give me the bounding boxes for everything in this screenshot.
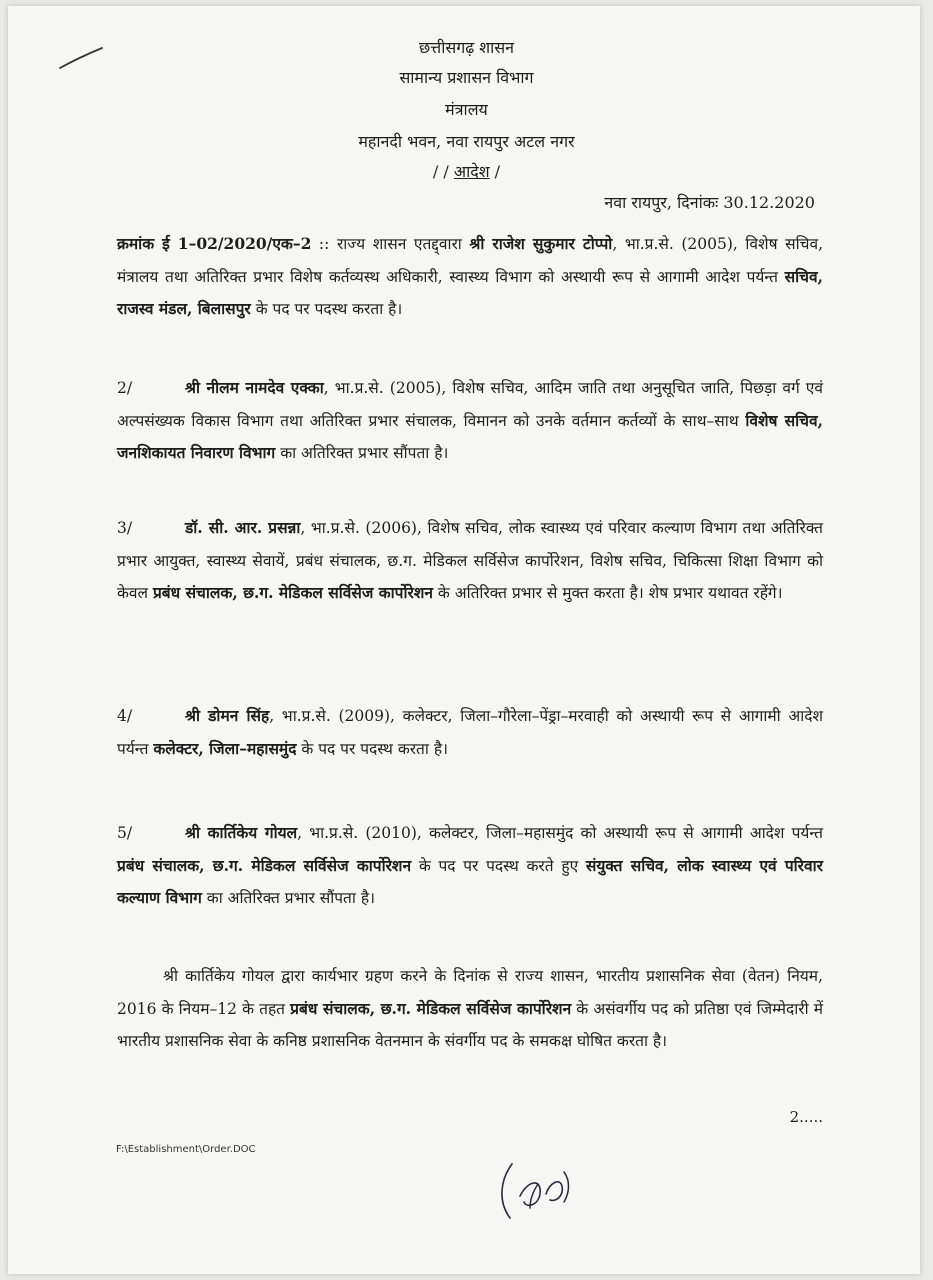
paragraph-number: 2/ xyxy=(117,379,133,397)
paragraph-6: श्री कार्तिकेय गोयल द्वारा कार्यभार ग्रहण करने के दिनांक से राज्य शासन, भारतीय प्रशासनिक सेवा (वेतन) नियम, 2016 के नियम–12 के तहत प्रबंध संचालक, छ.ग. मेडिकल सर्विसेज कार्पोरेशन के असंवर्गीय पद को प्रतिष्ठा एवं जिम्मेदारी में भारतीय प्रशासनिक सेवा के कनिष्ठ प्रशासनिक वेतनमान के संवर्गीय पद के समकक्ष घोषित करता है। xyxy=(117,967,824,1050)
paragraph-3: 3/ डॉ. सी. आर. प्रसन्ना, भा.प्र.से. (2006), विशेष सचिव, लोक स्वास्थ्य एवं परिवार कल्याण विभाग तथा अतिरिक्त प्रभार आयुक्त, स्वास्थ्य सेवायें, प्रबंध संचालक, छ.ग. मेडिकल सर्विसेज कार्पोरेशन, विशेष सचिव, चिकित्सा शिक्षा विभाग को केवल प्रबंध संचालक, छ.ग. मेडिकल सर्विसेज कार्पोरेशन के अतिरिक्त प्रभार से मुक्त करता है। शेष प्रभार यथावत रहेंगे। xyxy=(117,512,823,610)
file-path: F:\Establishment\Order.DOC xyxy=(116,1144,256,1155)
header-address: महानदी भवन, नवा रायपुर अटल नगर xyxy=(358,132,575,151)
header-department: सामान्य प्रशासन विभाग xyxy=(399,68,534,87)
order-number: क्रमांक ई 1–02/2020/एक–2 xyxy=(117,234,312,253)
header-state: छत्तीसगढ़ शासन xyxy=(418,38,515,57)
header-ministry: मंत्रालय xyxy=(445,100,488,119)
page-number: 2..... xyxy=(789,1108,823,1126)
paragraph-number: 5/ xyxy=(117,824,133,842)
order-title: आदेश xyxy=(453,162,490,181)
paragraph-5: 5/ श्री कार्तिकेय गोयल, भा.प्र.से. (2010), कलेक्टर, जिला–महासमुंद को अस्थायी रूप से आगामी आदेश पर्यन्त प्रबंध संचालक, छ.ग. मेडिकल सर्विसेज कार्पोरेशन के पद पर पदस्थ करते हुए संयुक्त सचिव, लोक स्वास्थ्य एवं परिवार कल्याण विभाग का अतिरिक्त प्रभार सौंपता है। xyxy=(117,817,823,915)
order-heading: / / आदेश / xyxy=(432,162,501,181)
paragraph-2: 2/ श्री नीलम नामदेव एक्का, भा.प्र.से. (2005), विशेष सचिव, आदिम जाति तथा अनुसूचित जाति, पिछड़ा वर्ग एवं अल्पसंख्यक विकास विभाग तथा अतिरिक्त प्रभार संचालक, विमानन को उनके वर्तमान कर्तव्यों के साथ–साथ विशेष सचिव, जनशिकायत निवारण विभाग का अतिरिक्त प्रभार सौंपता है। xyxy=(117,372,823,470)
paragraph-number: 3/ xyxy=(117,519,133,537)
paragraph-number: 4/ xyxy=(117,707,133,725)
paragraph-4: 4/ श्री डोमन सिंह, भा.प्र.से. (2009), कलेक्टर, जिला–गौरेला–पेंड्रा–मरवाही को अस्थायी रूप से आगामी आदेश पर्यन्त कलेक्टर, जिला–महासमुंद के पद पर पदस्थ करता है। xyxy=(117,700,823,765)
signature xyxy=(490,1150,580,1230)
dateline: नवा रायपुर, दिनांकः 30.12.2020 xyxy=(604,193,815,212)
paragraph-1: क्रमांक ई 1–02/2020/एक–2 :: राज्य शासन एतद्द्वारा श्री राजेश सुकुमार टोप्पो, भा.प्र.से. (2005), विशेष सचिव, मंत्रालय तथा अतिरिक्त प्रभार विशेष कर्तव्यस्थ अधिकारी, स्वास्थ्य विभाग को अस्थायी रूप से आगामी आदेश पर्यन्त सचिव, राजस्व मंडल, बिलासपुर के पद पर पदस्थ करता है। xyxy=(117,234,823,318)
